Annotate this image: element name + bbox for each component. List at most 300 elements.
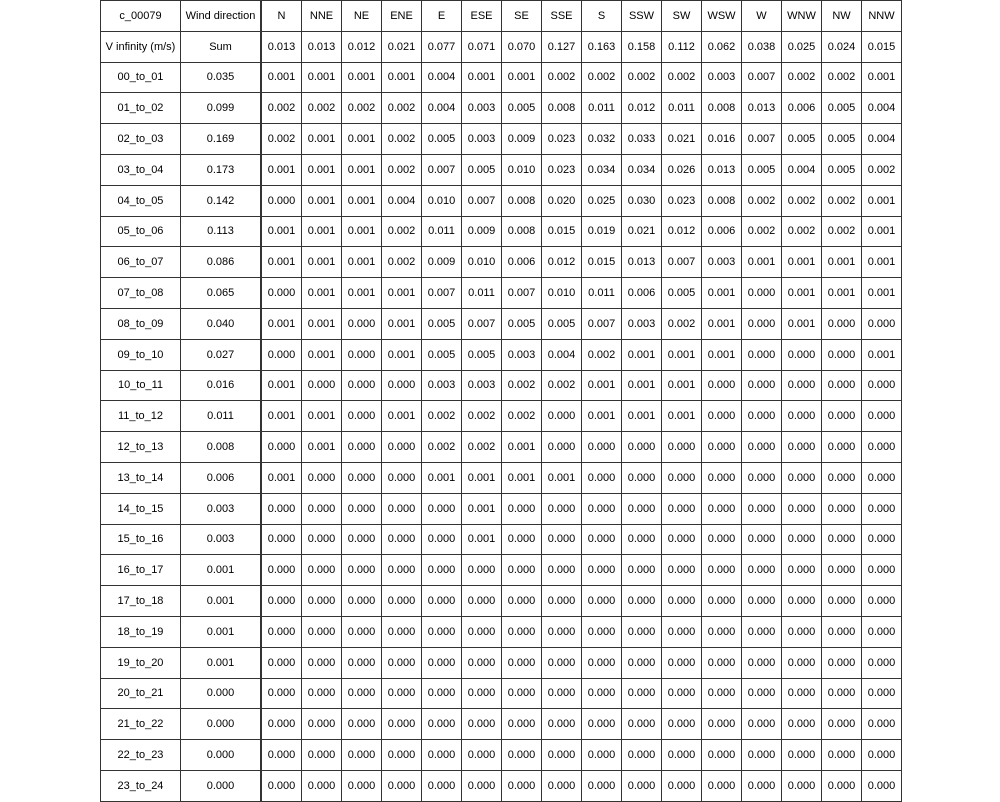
frequency-cell: 0.000 bbox=[542, 770, 582, 801]
frequency-cell: 0.000 bbox=[342, 493, 382, 524]
speed-range-label: 16_to_17 bbox=[101, 555, 181, 586]
frequency-cell: 0.001 bbox=[342, 185, 382, 216]
frequency-cell: 0.001 bbox=[261, 308, 302, 339]
frequency-cell: 0.000 bbox=[542, 401, 582, 432]
frequency-cell: 0.000 bbox=[782, 339, 822, 370]
frequency-cell: 0.012 bbox=[662, 216, 702, 247]
table-row bbox=[101, 555, 902, 586]
direction-header: ENE bbox=[382, 1, 422, 32]
frequency-cell: 0.000 bbox=[261, 770, 302, 801]
frequency-cell: 0.000 bbox=[622, 740, 662, 771]
frequency-cell: 0.002 bbox=[261, 93, 302, 124]
frequency-cell: 0.000 bbox=[542, 524, 582, 555]
frequency-cell: 0.005 bbox=[502, 93, 542, 124]
frequency-cell: 0.001 bbox=[502, 432, 542, 463]
frequency-cell: 0.001 bbox=[302, 339, 342, 370]
frequency-cell: 0.000 bbox=[502, 770, 542, 801]
frequency-cell: 0.020 bbox=[542, 185, 582, 216]
frequency-cell: 0.001 bbox=[382, 308, 422, 339]
direction-total: 0.015 bbox=[862, 31, 902, 62]
frequency-cell: 0.000 bbox=[782, 555, 822, 586]
frequency-cell: 0.000 bbox=[822, 308, 862, 339]
frequency-cell: 0.002 bbox=[382, 124, 422, 155]
frequency-cell: 0.000 bbox=[662, 555, 702, 586]
frequency-cell: 0.002 bbox=[822, 62, 862, 93]
frequency-cell: 0.025 bbox=[582, 185, 622, 216]
frequency-cell: 0.001 bbox=[422, 462, 462, 493]
table-row bbox=[101, 124, 902, 155]
frequency-cell: 0.000 bbox=[302, 647, 342, 678]
speed-range-label: 22_to_23 bbox=[101, 740, 181, 771]
frequency-cell: 0.002 bbox=[422, 401, 462, 432]
row-sum: 0.008 bbox=[181, 432, 262, 463]
frequency-cell: 0.030 bbox=[622, 185, 662, 216]
frequency-cell: 0.006 bbox=[502, 247, 542, 278]
frequency-cell: 0.001 bbox=[542, 462, 582, 493]
direction-header: N bbox=[261, 1, 302, 32]
speed-range-label: 00_to_01 bbox=[101, 62, 181, 93]
table-row bbox=[101, 462, 902, 493]
frequency-cell: 0.001 bbox=[582, 370, 622, 401]
frequency-cell: 0.000 bbox=[422, 647, 462, 678]
table-row bbox=[101, 770, 902, 801]
frequency-cell: 0.012 bbox=[622, 93, 662, 124]
frequency-cell: 0.000 bbox=[261, 709, 302, 740]
frequency-cell: 0.000 bbox=[782, 586, 822, 617]
direction-totals-row bbox=[101, 31, 902, 62]
frequency-cell: 0.000 bbox=[662, 462, 702, 493]
frequency-cell: 0.002 bbox=[822, 216, 862, 247]
frequency-cell: 0.021 bbox=[662, 124, 702, 155]
frequency-cell: 0.001 bbox=[742, 247, 782, 278]
frequency-cell: 0.008 bbox=[502, 216, 542, 247]
sum-label: Sum bbox=[181, 31, 262, 62]
frequency-cell: 0.000 bbox=[542, 678, 582, 709]
frequency-cell: 0.000 bbox=[342, 370, 382, 401]
frequency-cell: 0.000 bbox=[342, 308, 382, 339]
frequency-cell: 0.000 bbox=[302, 740, 342, 771]
frequency-cell: 0.001 bbox=[261, 62, 302, 93]
row-sum: 0.169 bbox=[181, 124, 262, 155]
direction-header: NE bbox=[342, 1, 382, 32]
frequency-cell: 0.000 bbox=[342, 555, 382, 586]
frequency-cell: 0.000 bbox=[462, 586, 502, 617]
frequency-cell: 0.000 bbox=[462, 555, 502, 586]
frequency-cell: 0.001 bbox=[302, 62, 342, 93]
frequency-cell: 0.000 bbox=[422, 555, 462, 586]
table-row bbox=[101, 493, 902, 524]
frequency-cell: 0.000 bbox=[782, 770, 822, 801]
frequency-cell: 0.000 bbox=[582, 740, 622, 771]
frequency-cell: 0.002 bbox=[622, 62, 662, 93]
frequency-cell: 0.001 bbox=[342, 154, 382, 185]
frequency-cell: 0.002 bbox=[742, 185, 782, 216]
frequency-cell: 0.001 bbox=[342, 278, 382, 309]
frequency-cell: 0.000 bbox=[742, 740, 782, 771]
frequency-cell: 0.001 bbox=[822, 247, 862, 278]
frequency-cell: 0.015 bbox=[542, 216, 582, 247]
frequency-cell: 0.000 bbox=[702, 493, 742, 524]
frequency-cell: 0.001 bbox=[342, 216, 382, 247]
frequency-cell: 0.000 bbox=[702, 740, 742, 771]
speed-range-label: 15_to_16 bbox=[101, 524, 181, 555]
frequency-cell: 0.000 bbox=[382, 524, 422, 555]
direction-total: 0.012 bbox=[342, 31, 382, 62]
frequency-cell: 0.000 bbox=[782, 647, 822, 678]
frequency-cell: 0.000 bbox=[542, 493, 582, 524]
frequency-cell: 0.010 bbox=[542, 278, 582, 309]
frequency-cell: 0.000 bbox=[542, 586, 582, 617]
frequency-cell: 0.002 bbox=[342, 93, 382, 124]
frequency-cell: 0.000 bbox=[622, 709, 662, 740]
row-sum: 0.003 bbox=[181, 524, 262, 555]
frequency-cell: 0.009 bbox=[502, 124, 542, 155]
speed-range-label: 07_to_08 bbox=[101, 278, 181, 309]
frequency-cell: 0.000 bbox=[382, 555, 422, 586]
frequency-cell: 0.004 bbox=[542, 339, 582, 370]
frequency-cell: 0.000 bbox=[302, 524, 342, 555]
frequency-cell: 0.001 bbox=[502, 62, 542, 93]
wind-table-body bbox=[101, 1, 902, 802]
direction-header: NNW bbox=[862, 1, 902, 32]
frequency-cell: 0.000 bbox=[582, 647, 622, 678]
frequency-cell: 0.000 bbox=[382, 462, 422, 493]
frequency-cell: 0.002 bbox=[502, 401, 542, 432]
frequency-cell: 0.000 bbox=[742, 524, 782, 555]
direction-header: NNE bbox=[302, 1, 342, 32]
frequency-cell: 0.008 bbox=[702, 185, 742, 216]
frequency-cell: 0.000 bbox=[542, 740, 582, 771]
direction-header: S bbox=[582, 1, 622, 32]
frequency-cell: 0.011 bbox=[582, 93, 622, 124]
frequency-cell: 0.000 bbox=[462, 709, 502, 740]
frequency-cell: 0.001 bbox=[261, 154, 302, 185]
table-row bbox=[101, 62, 902, 93]
direction-header: SE bbox=[502, 1, 542, 32]
frequency-cell: 0.005 bbox=[742, 154, 782, 185]
frequency-cell: 0.000 bbox=[462, 740, 502, 771]
frequency-cell: 0.000 bbox=[302, 586, 342, 617]
direction-total: 0.112 bbox=[662, 31, 702, 62]
frequency-cell: 0.004 bbox=[862, 93, 902, 124]
frequency-cell: 0.001 bbox=[782, 278, 822, 309]
frequency-cell: 0.000 bbox=[302, 555, 342, 586]
frequency-cell: 0.000 bbox=[422, 616, 462, 647]
frequency-cell: 0.000 bbox=[662, 524, 702, 555]
frequency-cell: 0.000 bbox=[342, 770, 382, 801]
frequency-cell: 0.000 bbox=[782, 493, 822, 524]
frequency-cell: 0.001 bbox=[302, 124, 342, 155]
frequency-cell: 0.000 bbox=[261, 339, 302, 370]
row-sum: 0.001 bbox=[181, 647, 262, 678]
frequency-cell: 0.000 bbox=[822, 339, 862, 370]
frequency-cell: 0.000 bbox=[782, 678, 822, 709]
frequency-cell: 0.001 bbox=[622, 339, 662, 370]
frequency-cell: 0.006 bbox=[702, 216, 742, 247]
direction-total: 0.163 bbox=[582, 31, 622, 62]
frequency-cell: 0.000 bbox=[742, 339, 782, 370]
table-row bbox=[101, 370, 902, 401]
table-row bbox=[101, 709, 902, 740]
frequency-cell: 0.000 bbox=[261, 493, 302, 524]
frequency-cell: 0.006 bbox=[622, 278, 662, 309]
frequency-cell: 0.000 bbox=[822, 462, 862, 493]
row-sum: 0.142 bbox=[181, 185, 262, 216]
frequency-cell: 0.007 bbox=[462, 185, 502, 216]
frequency-cell: 0.000 bbox=[622, 647, 662, 678]
speed-range-label: 08_to_09 bbox=[101, 308, 181, 339]
frequency-cell: 0.000 bbox=[382, 432, 422, 463]
frequency-cell: 0.003 bbox=[462, 124, 502, 155]
frequency-cell: 0.011 bbox=[582, 278, 622, 309]
frequency-cell: 0.002 bbox=[782, 216, 822, 247]
frequency-cell: 0.000 bbox=[782, 401, 822, 432]
frequency-cell: 0.000 bbox=[342, 524, 382, 555]
speed-range-label: 02_to_03 bbox=[101, 124, 181, 155]
frequency-cell: 0.000 bbox=[702, 555, 742, 586]
frequency-cell: 0.000 bbox=[862, 740, 902, 771]
frequency-cell: 0.032 bbox=[582, 124, 622, 155]
row-sum: 0.065 bbox=[181, 278, 262, 309]
frequency-cell: 0.000 bbox=[862, 586, 902, 617]
frequency-cell: 0.010 bbox=[502, 154, 542, 185]
direction-total: 0.158 bbox=[622, 31, 662, 62]
direction-total: 0.024 bbox=[822, 31, 862, 62]
frequency-cell: 0.000 bbox=[422, 770, 462, 801]
frequency-cell: 0.000 bbox=[342, 709, 382, 740]
frequency-cell: 0.001 bbox=[502, 462, 542, 493]
frequency-cell: 0.000 bbox=[302, 493, 342, 524]
frequency-cell: 0.000 bbox=[302, 678, 342, 709]
frequency-cell: 0.001 bbox=[462, 493, 502, 524]
frequency-cell: 0.023 bbox=[662, 185, 702, 216]
frequency-cell: 0.001 bbox=[342, 124, 382, 155]
frequency-cell: 0.008 bbox=[702, 93, 742, 124]
frequency-cell: 0.000 bbox=[782, 370, 822, 401]
frequency-cell: 0.001 bbox=[862, 216, 902, 247]
direction-total: 0.013 bbox=[261, 31, 302, 62]
frequency-cell: 0.005 bbox=[782, 124, 822, 155]
frequency-cell: 0.002 bbox=[822, 185, 862, 216]
row-sum: 0.000 bbox=[181, 740, 262, 771]
frequency-cell: 0.002 bbox=[862, 154, 902, 185]
frequency-cell: 0.000 bbox=[502, 678, 542, 709]
frequency-cell: 0.000 bbox=[822, 678, 862, 709]
frequency-cell: 0.011 bbox=[422, 216, 462, 247]
frequency-cell: 0.000 bbox=[261, 524, 302, 555]
frequency-cell: 0.000 bbox=[382, 678, 422, 709]
frequency-cell: 0.001 bbox=[782, 247, 822, 278]
frequency-cell: 0.000 bbox=[582, 709, 622, 740]
frequency-cell: 0.000 bbox=[542, 616, 582, 647]
frequency-cell: 0.007 bbox=[742, 62, 782, 93]
frequency-cell: 0.003 bbox=[702, 62, 742, 93]
table-row bbox=[101, 647, 902, 678]
frequency-cell: 0.005 bbox=[502, 308, 542, 339]
frequency-cell: 0.004 bbox=[382, 185, 422, 216]
frequency-cell: 0.002 bbox=[382, 216, 422, 247]
frequency-cell: 0.000 bbox=[702, 586, 742, 617]
frequency-cell: 0.001 bbox=[382, 401, 422, 432]
frequency-cell: 0.000 bbox=[702, 678, 742, 709]
frequency-cell: 0.000 bbox=[342, 432, 382, 463]
frequency-cell: 0.000 bbox=[502, 740, 542, 771]
row-sum: 0.099 bbox=[181, 93, 262, 124]
table-row bbox=[101, 616, 902, 647]
frequency-cell: 0.000 bbox=[862, 647, 902, 678]
frequency-cell: 0.001 bbox=[782, 308, 822, 339]
frequency-cell: 0.000 bbox=[422, 678, 462, 709]
frequency-cell: 0.000 bbox=[422, 586, 462, 617]
frequency-cell: 0.000 bbox=[822, 740, 862, 771]
frequency-cell: 0.005 bbox=[542, 308, 582, 339]
frequency-cell: 0.000 bbox=[742, 678, 782, 709]
frequency-cell: 0.000 bbox=[382, 616, 422, 647]
frequency-cell: 0.001 bbox=[662, 339, 702, 370]
wind-direction-header-row bbox=[101, 1, 902, 32]
frequency-cell: 0.002 bbox=[782, 62, 822, 93]
frequency-cell: 0.000 bbox=[382, 370, 422, 401]
row-sum: 0.035 bbox=[181, 62, 262, 93]
frequency-cell: 0.000 bbox=[382, 770, 422, 801]
frequency-cell: 0.000 bbox=[261, 185, 302, 216]
frequency-cell: 0.002 bbox=[422, 432, 462, 463]
frequency-cell: 0.000 bbox=[261, 647, 302, 678]
frequency-cell: 0.000 bbox=[622, 616, 662, 647]
speed-range-label: 10_to_11 bbox=[101, 370, 181, 401]
table-row bbox=[101, 339, 902, 370]
frequency-cell: 0.000 bbox=[862, 370, 902, 401]
frequency-cell: 0.000 bbox=[702, 370, 742, 401]
frequency-cell: 0.034 bbox=[582, 154, 622, 185]
frequency-cell: 0.002 bbox=[462, 432, 502, 463]
frequency-cell: 0.005 bbox=[822, 154, 862, 185]
direction-header: ESE bbox=[462, 1, 502, 32]
frequency-cell: 0.000 bbox=[662, 647, 702, 678]
frequency-cell: 0.001 bbox=[302, 432, 342, 463]
speed-range-label: 11_to_12 bbox=[101, 401, 181, 432]
frequency-cell: 0.005 bbox=[422, 308, 462, 339]
frequency-cell: 0.005 bbox=[662, 278, 702, 309]
frequency-cell: 0.001 bbox=[302, 154, 342, 185]
frequency-cell: 0.000 bbox=[302, 709, 342, 740]
frequency-cell: 0.001 bbox=[382, 62, 422, 93]
frequency-cell: 0.008 bbox=[542, 93, 582, 124]
frequency-cell: 0.001 bbox=[462, 62, 502, 93]
frequency-cell: 0.001 bbox=[862, 278, 902, 309]
frequency-cell: 0.000 bbox=[742, 586, 782, 617]
frequency-cell: 0.033 bbox=[622, 124, 662, 155]
frequency-cell: 0.000 bbox=[622, 493, 662, 524]
table-row bbox=[101, 216, 902, 247]
frequency-cell: 0.006 bbox=[782, 93, 822, 124]
frequency-cell: 0.001 bbox=[261, 370, 302, 401]
frequency-cell: 0.004 bbox=[422, 62, 462, 93]
frequency-cell: 0.002 bbox=[542, 62, 582, 93]
frequency-cell: 0.000 bbox=[261, 740, 302, 771]
frequency-cell: 0.002 bbox=[462, 401, 502, 432]
frequency-cell: 0.001 bbox=[582, 401, 622, 432]
row-sum: 0.011 bbox=[181, 401, 262, 432]
frequency-cell: 0.002 bbox=[582, 339, 622, 370]
frequency-cell: 0.000 bbox=[502, 524, 542, 555]
direction-total: 0.070 bbox=[502, 31, 542, 62]
speed-range-label: 14_to_15 bbox=[101, 493, 181, 524]
frequency-cell: 0.007 bbox=[422, 154, 462, 185]
frequency-cell: 0.000 bbox=[822, 770, 862, 801]
frequency-cell: 0.001 bbox=[702, 278, 742, 309]
frequency-cell: 0.000 bbox=[782, 616, 822, 647]
direction-header: W bbox=[742, 1, 782, 32]
frequency-cell: 0.000 bbox=[342, 586, 382, 617]
direction-total: 0.062 bbox=[702, 31, 742, 62]
frequency-cell: 0.003 bbox=[702, 247, 742, 278]
frequency-cell: 0.019 bbox=[582, 216, 622, 247]
frequency-cell: 0.002 bbox=[662, 62, 702, 93]
direction-total: 0.071 bbox=[462, 31, 502, 62]
frequency-cell: 0.001 bbox=[862, 339, 902, 370]
frequency-cell: 0.013 bbox=[622, 247, 662, 278]
frequency-cell: 0.012 bbox=[542, 247, 582, 278]
frequency-cell: 0.000 bbox=[822, 493, 862, 524]
row-sum: 0.003 bbox=[181, 493, 262, 524]
frequency-cell: 0.000 bbox=[462, 678, 502, 709]
frequency-cell: 0.005 bbox=[422, 339, 462, 370]
frequency-cell: 0.000 bbox=[342, 401, 382, 432]
table-row bbox=[101, 586, 902, 617]
frequency-cell: 0.000 bbox=[502, 647, 542, 678]
speed-range-label: 09_to_10 bbox=[101, 339, 181, 370]
frequency-cell: 0.000 bbox=[822, 709, 862, 740]
frequency-cell: 0.011 bbox=[462, 278, 502, 309]
frequency-cell: 0.009 bbox=[462, 216, 502, 247]
direction-header: NW bbox=[822, 1, 862, 32]
frequency-cell: 0.000 bbox=[742, 647, 782, 678]
direction-header: SW bbox=[662, 1, 702, 32]
frequency-cell: 0.000 bbox=[382, 493, 422, 524]
frequency-cell: 0.002 bbox=[302, 93, 342, 124]
frequency-cell: 0.013 bbox=[702, 154, 742, 185]
frequency-cell: 0.007 bbox=[502, 278, 542, 309]
frequency-cell: 0.005 bbox=[422, 124, 462, 155]
row-sum: 0.006 bbox=[181, 462, 262, 493]
frequency-cell: 0.010 bbox=[422, 185, 462, 216]
table-row bbox=[101, 401, 902, 432]
frequency-cell: 0.000 bbox=[302, 370, 342, 401]
row-sum: 0.001 bbox=[181, 555, 262, 586]
frequency-cell: 0.011 bbox=[662, 93, 702, 124]
frequency-cell: 0.001 bbox=[302, 247, 342, 278]
frequency-cell: 0.000 bbox=[662, 740, 702, 771]
frequency-cell: 0.004 bbox=[862, 124, 902, 155]
frequency-cell: 0.013 bbox=[742, 93, 782, 124]
speed-range-label: 06_to_07 bbox=[101, 247, 181, 278]
frequency-cell: 0.000 bbox=[302, 616, 342, 647]
frequency-cell: 0.000 bbox=[702, 462, 742, 493]
frequency-cell: 0.000 bbox=[622, 678, 662, 709]
row-sum: 0.173 bbox=[181, 154, 262, 185]
frequency-cell: 0.000 bbox=[542, 709, 582, 740]
frequency-cell: 0.000 bbox=[422, 740, 462, 771]
speed-range-label: 18_to_19 bbox=[101, 616, 181, 647]
frequency-cell: 0.000 bbox=[342, 647, 382, 678]
frequency-cell: 0.007 bbox=[582, 308, 622, 339]
frequency-cell: 0.000 bbox=[702, 401, 742, 432]
frequency-cell: 0.004 bbox=[422, 93, 462, 124]
direction-header: SSW bbox=[622, 1, 662, 32]
frequency-cell: 0.000 bbox=[822, 616, 862, 647]
frequency-cell: 0.002 bbox=[662, 308, 702, 339]
